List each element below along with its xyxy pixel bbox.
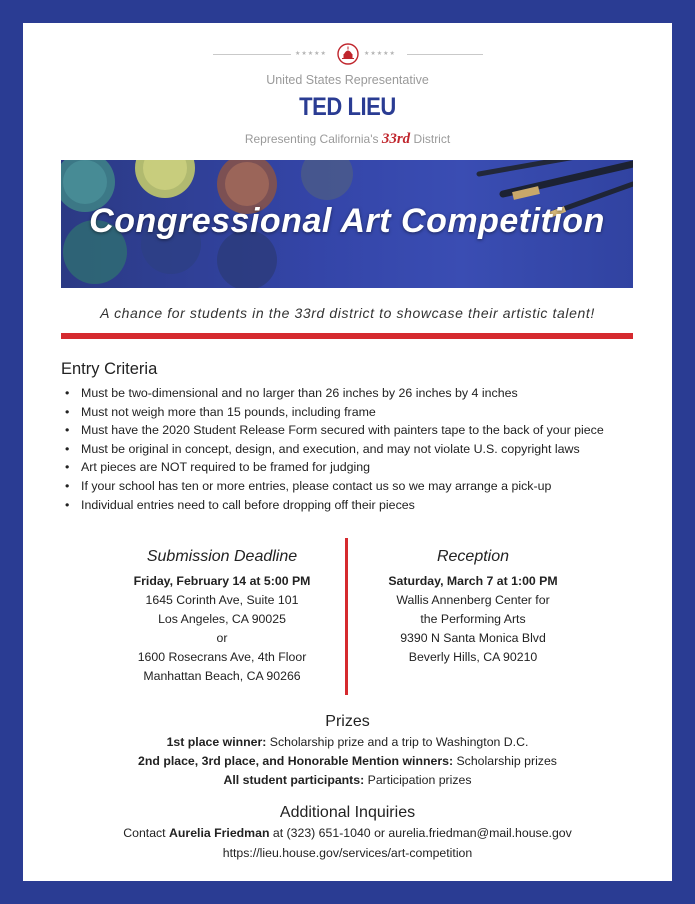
prize-text: Participation prizes (364, 773, 472, 787)
prize-line (23, 735, 672, 749)
contact-name: Aurelia Friedman (169, 826, 270, 840)
reception-column (343, 547, 603, 667)
district-suffix: District (410, 132, 451, 146)
prizes-heading: Prizes (325, 713, 370, 730)
district-number: 33rd (381, 131, 411, 147)
tagline: A chance for students in the 33rd district to showcase their artistic talent! (100, 305, 595, 321)
contact-details[interactable]: at (323) 651-1040 or aurelia.friedman@mail.house.gov (269, 826, 572, 840)
criteria-item: • Must have the 2020 Student Release Form secured with painters tape to the back of your piece (65, 421, 604, 440)
prize-label: All student participants: (223, 773, 365, 787)
rep-name: TED LIEU (299, 93, 396, 121)
header-rule-right (407, 54, 483, 55)
rep-title: United States Representative (266, 73, 429, 87)
submission-title: Submission Deadline (146, 548, 298, 565)
prize-text: Scholarship prizes (453, 754, 557, 768)
inquiries-heading: Additional Inquiries (279, 804, 416, 821)
banner-title: Congressional Art Competition (89, 202, 605, 240)
contact-line (23, 826, 672, 840)
submission-line: Manhattan Beach, CA 90266 (143, 669, 301, 683)
criteria-item: • Art pieces are NOT required to be framed for judging (65, 458, 604, 477)
reception-line: Wallis Annenberg Center for (396, 593, 550, 607)
criteria-item: • Must be two-dimensional and no larger than 26 inches by 26 inches by 4 inches (65, 384, 604, 403)
website-link[interactable]: https://lieu.house.gov/services/art-competition (222, 846, 473, 860)
header-rule-left (213, 54, 291, 55)
reception-datetime: Saturday, March 7 at 1:00 PM (388, 574, 558, 588)
submission-deadline-column (92, 547, 352, 686)
reception-line: Beverly Hills, CA 90210 (408, 650, 538, 664)
capitol-seal-icon (337, 43, 359, 65)
entry-criteria-heading: Entry Criteria (61, 360, 158, 378)
red-divider-bar (61, 333, 633, 339)
contact-prefix: Contact (123, 826, 170, 840)
prize-label: 1st place winner: (166, 735, 267, 749)
prize-label: 2nd place, 3rd place, and Honorable Mention winners: (138, 754, 454, 768)
entry-criteria-list (65, 384, 604, 514)
reception-line: 9390 N Santa Monica Blvd (400, 631, 546, 645)
criteria-item: • If your school has ten or more entries, please contact us so we may arrange a pick-up (65, 477, 604, 496)
header-seal-row (213, 43, 483, 67)
reception-line: the Performing Arts (420, 612, 526, 626)
prize-line (23, 773, 672, 787)
rep-district (23, 131, 672, 148)
submission-datetime: Friday, February 14 at 5:00 PM (133, 574, 311, 588)
stars-right: ★★★★★ (364, 51, 396, 57)
submission-line: 1600 Rosecrans Ave, 4th Floor (137, 650, 307, 664)
paint-banner (61, 160, 633, 288)
district-prefix: Representing California's (244, 132, 382, 146)
stars-left: ★★★★★ (295, 51, 327, 57)
submission-line: Los Angeles, CA 90025 (158, 612, 286, 626)
criteria-item: • Must be original in concept, design, and execution, and may not violate U.S. copyright laws (65, 440, 604, 459)
criteria-item: • Individual entries need to call before dropping off their pieces (65, 496, 604, 515)
submission-line: or (216, 631, 228, 645)
submission-line: 1645 Corinth Ave, Suite 101 (145, 593, 299, 607)
prize-line (23, 754, 672, 768)
criteria-item: • Must not weigh more than 15 pounds, including frame (65, 403, 604, 422)
reception-title: Reception (436, 548, 510, 565)
flyer-page (23, 23, 672, 881)
prize-text: Scholarship prize and a trip to Washington D.C. (266, 735, 529, 749)
